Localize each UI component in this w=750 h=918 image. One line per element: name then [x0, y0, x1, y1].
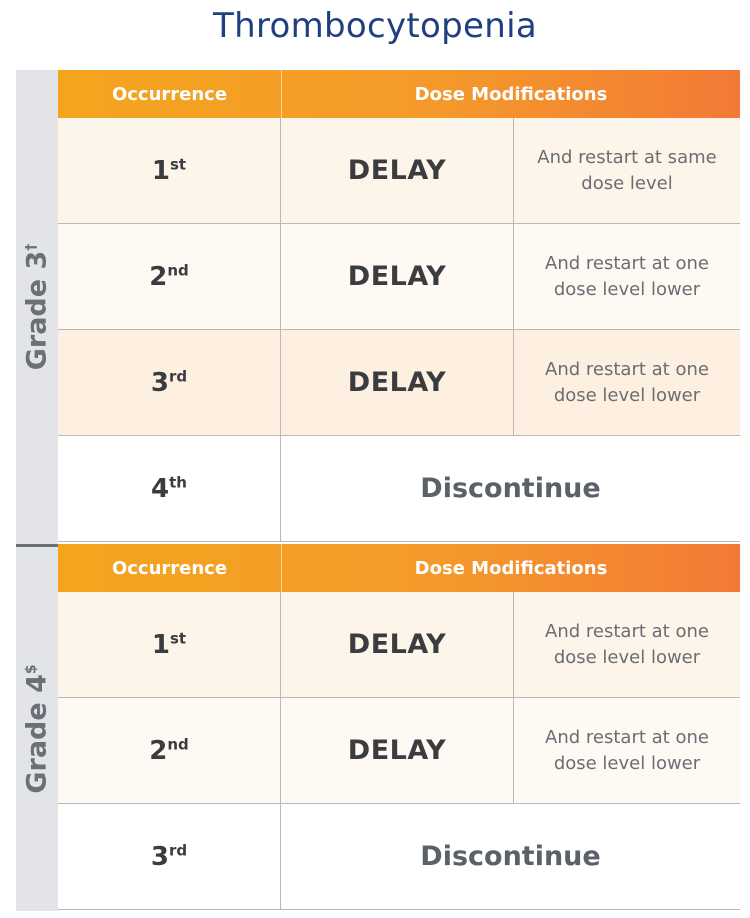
grade-label: Grade 3†	[21, 243, 53, 371]
action-cell: DELAY	[281, 330, 514, 435]
grade-footnote-mark: †	[23, 243, 40, 251]
page-title: Thrombocytopenia	[213, 6, 537, 46]
occurrence-cell: 1st	[58, 592, 281, 697]
grade-band	[16, 544, 58, 911]
dose-modifications-header: Dose Modifications	[414, 83, 608, 105]
action-cell: DELAY	[281, 224, 514, 329]
occurrence-cell: 2nd	[58, 698, 281, 803]
discontinue-cell: Discontinue	[420, 841, 601, 872]
table-row	[58, 118, 740, 224]
occurrence-cell: 2nd	[58, 224, 281, 329]
occurrence-cell: 3rd	[58, 330, 281, 435]
table-row	[58, 436, 740, 542]
action-cell: DELAY	[281, 118, 514, 223]
note-cell: And restart at one dose level lower	[545, 252, 709, 300]
dose-table	[58, 70, 740, 544]
table-row	[58, 592, 740, 698]
table-row	[58, 224, 740, 330]
table-row	[58, 804, 740, 910]
note-cell: And restart at one dose level lower	[545, 620, 709, 668]
occurrence-header: Occurrence	[58, 70, 282, 118]
grade-label: Grade 4$	[21, 664, 53, 794]
dose-table	[58, 544, 740, 911]
grade-3-section	[16, 70, 740, 544]
grade-4-section	[16, 544, 740, 911]
occurrence-header: Occurrence	[58, 544, 282, 592]
occurrence-cell: 4th	[58, 436, 281, 541]
table-row	[58, 330, 740, 436]
dose-modifications-header: Dose Modifications	[414, 557, 608, 579]
occurrence-cell: 3rd	[58, 804, 281, 909]
table-header	[58, 70, 740, 118]
note-cell: And restart at same dose level	[537, 146, 717, 194]
table-row	[58, 698, 740, 804]
note-cell: And restart at one dose level lower	[545, 358, 709, 406]
action-cell: DELAY	[281, 592, 514, 697]
note-cell: And restart at one dose level lower	[545, 726, 709, 774]
occurrence-cell: 1st	[58, 118, 281, 223]
table-header	[58, 544, 740, 592]
action-cell: DELAY	[281, 698, 514, 803]
grade-footnote-mark: $	[23, 664, 40, 675]
discontinue-cell: Discontinue	[420, 473, 601, 504]
grade-band	[16, 70, 58, 544]
